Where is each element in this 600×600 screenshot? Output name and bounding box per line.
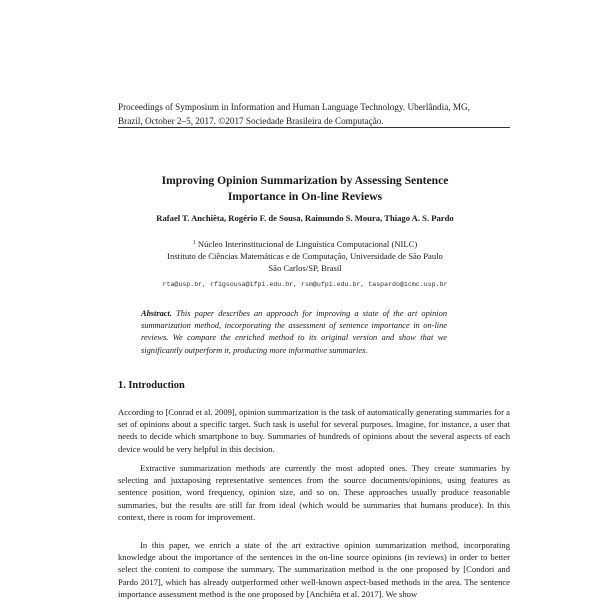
intro-paragraph-1: According to [Conrad et al. 2009], opinion summarization is the task of automatically generating summaries for a set of opinions about a specific target. Such task is useful for several purposes. Imagine, for instance, a user that needs to decide which smartphone to buy. Summaries of hundreds of opinions about the several aspects of each device would be very helpful in this decision.	[118, 407, 510, 454]
intro-paragraph-3: In this paper, we enrich a state of the art extractive opinion summarization method, incorporating knowledge about the importance of the sentences in the on-line source opinions (in reviews) in order to better select the content to compose the summary. The summarization method is the one proposed by [Condori and Pardo 2017], which has already outperformed other well-known aspect-based methods in the area. The sentence importance assessment method is the one proposed by [Anchiêta et al. 2017]. We show	[118, 540, 510, 599]
paper-title	[110, 173, 500, 204]
affiliation	[110, 237, 500, 275]
author-list: Rafael T. Anchiêta, Rogério F. de Sousa, Raimundo S. Moura, Thiago A. S. Pardo	[156, 213, 454, 223]
proceedings-header	[118, 101, 510, 128]
affiliation-line-3: São Carlos/SP, Brasil	[268, 263, 342, 274]
affiliation-line-1	[110, 237, 500, 250]
header-line-2: Brazil, October 2–5, 2017. ©2017 Sociedade Brasileira de Computação.	[118, 115, 384, 126]
intro-paragraph-2: Extractive summarization methods are currently the most adopted ones. They create summaries by selecting and juxtaposing representative sentences from the source documents/opinions, using features as sentence position, word frequency, opinion size, and so on. These approaches usually produce reasonable summaries, but the results are still far from ideal (which would be summaries that humans produce). In this context, there is room for improvement.	[118, 463, 510, 522]
title-line-2: Importance in On-line Reviews	[227, 189, 383, 203]
abstract-label: Abstract.	[141, 309, 172, 318]
title-line-1: Improving Opinion Summarization by Assessing Sentence	[161, 174, 449, 187]
header-rule	[118, 127, 510, 128]
affiliation-group: Núcleo Interinstitucional de Linguística Computacional (NILC)	[197, 239, 418, 249]
affiliation-line-2: Instituto de Ciências Matemáticas e de Computação, Universidade de São Paulo	[167, 251, 443, 262]
abstract	[141, 308, 447, 357]
author-emails: rta@usp.br, rfigsousa@ifpi.edu.br, rsm@ufpi.edu.br, taspardo@icmc.usp.br	[162, 281, 448, 288]
section-heading: 1. Introduction	[118, 380, 185, 391]
header-line-1: Proceedings of Symposium in Information and Human Language Technology. Uberlândia, MG,	[118, 102, 470, 112]
affiliation-marker: 1	[192, 240, 196, 246]
abstract-text: This paper describes an approach for improving a state of the art opinion summarization method, incorporating the assessment of sentence importance in on-line reviews. We compare the enriched method to its original version and show that we significantly outperform it, producing more informative summaries.	[141, 309, 448, 355]
